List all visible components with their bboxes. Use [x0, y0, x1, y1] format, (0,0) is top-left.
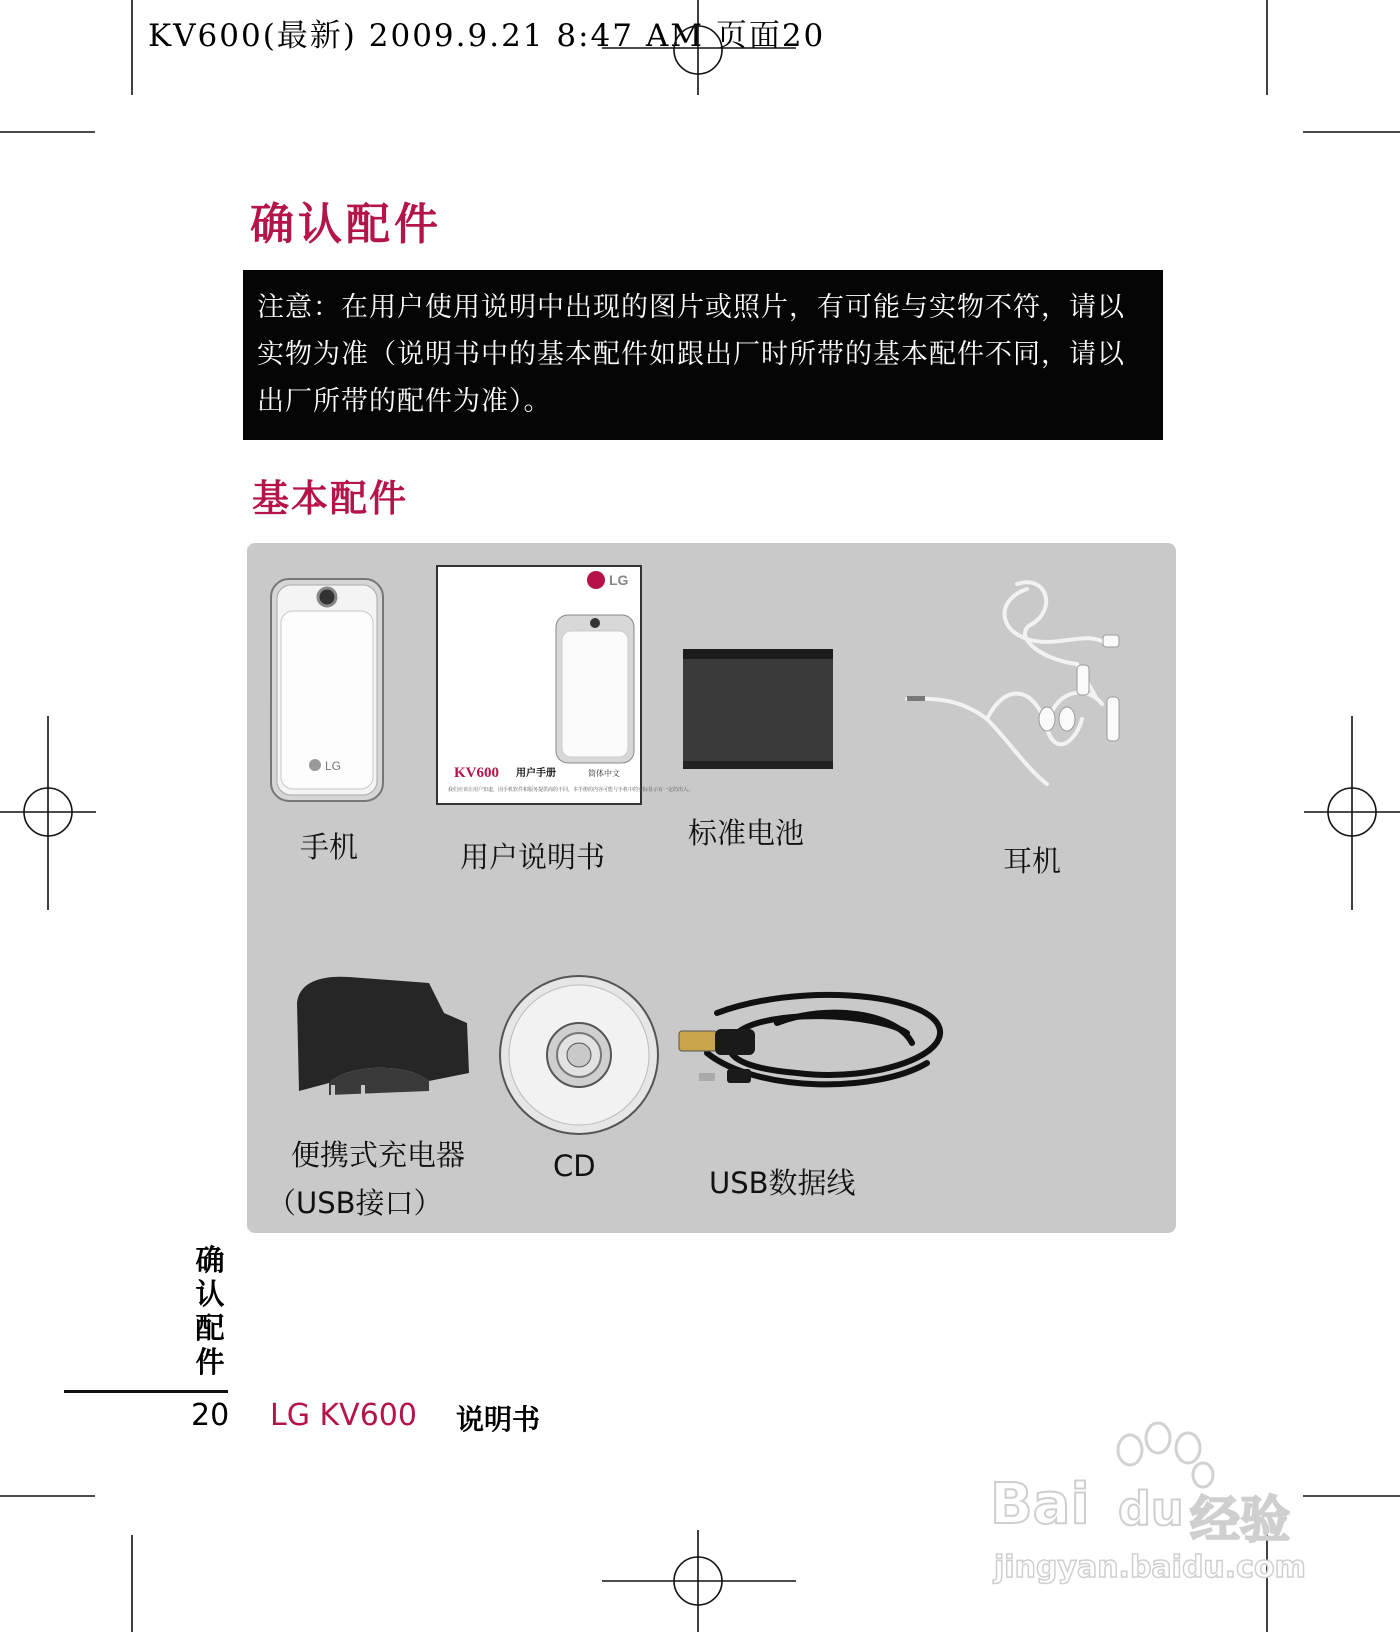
accessories-panel	[247, 543, 1176, 1233]
manual-cover-lang: 简体中文	[588, 769, 620, 778]
note-line: 出厂所带的配件为准）。	[257, 386, 552, 417]
page-number: 20	[191, 1398, 230, 1433]
earphones-image	[907, 569, 1147, 799]
battery-image	[678, 643, 838, 773]
usb-cable-image	[677, 983, 957, 1113]
accessory-label-phone: 手机	[300, 830, 359, 864]
accessory-label-earphones: 耳机	[1003, 844, 1062, 878]
side-title-char: 认	[195, 1277, 225, 1311]
watermark-url: jingyan.baidu.com	[994, 1550, 1306, 1585]
phone-image	[267, 575, 387, 805]
note-box	[243, 270, 1163, 440]
watermark-logo-cn: 经验	[1190, 1491, 1290, 1549]
accessory-label-usb: USB数据线	[709, 1166, 856, 1200]
manual-image	[436, 565, 694, 805]
section-subtitle: 基本配件	[252, 477, 408, 520]
side-title-char: 件	[195, 1345, 225, 1379]
manual-cover-brand: LG	[609, 572, 629, 588]
footer-manual-word: 说明书	[456, 1403, 541, 1436]
note-line: 注意：在用户使用说明中出现的图片或照片，有可能与实物不符，请以	[257, 292, 1125, 323]
footer-manual-brand: LG KV600	[270, 1398, 417, 1433]
accessory-label-charger-line1: 便携式充电器	[291, 1138, 466, 1172]
cd-image	[497, 973, 663, 1139]
charger-image	[289, 973, 479, 1133]
manual-cover-text: 我们应该让用户知道，因手机软件和服务提供商的不同，本手册的内容可能与手机中的实际显示有一定的出入。	[448, 787, 694, 793]
baidu-watermark	[990, 1420, 1320, 1600]
accessory-label-charger-line2: （USB接口）	[267, 1186, 443, 1220]
accessory-label-battery: 标准电池	[688, 816, 805, 850]
side-title-char: 确	[195, 1243, 225, 1277]
side-title-char: 配	[195, 1311, 225, 1345]
watermark-logo-text: Bai	[990, 1472, 1090, 1537]
phone-brand: LG	[325, 759, 342, 773]
note-line: 实物为准（说明书中的基本配件如跟出厂时所带的基本配件不同，请以	[257, 339, 1125, 370]
page-title: 确认配件	[250, 199, 442, 250]
watermark-logo-text2: du	[1118, 1482, 1184, 1536]
accessory-label-manual: 用户说明书	[460, 840, 606, 874]
accessory-label-cd: CD	[553, 1149, 596, 1183]
manual-cover-model: KV600	[454, 765, 499, 781]
side-title	[192, 1243, 228, 1379]
footer-rule	[64, 1390, 228, 1393]
print-header: KV600(最新) 2009.9.21 8:47 AM 页面20	[148, 18, 826, 54]
manual-cover-title: 用户手册	[516, 768, 556, 779]
